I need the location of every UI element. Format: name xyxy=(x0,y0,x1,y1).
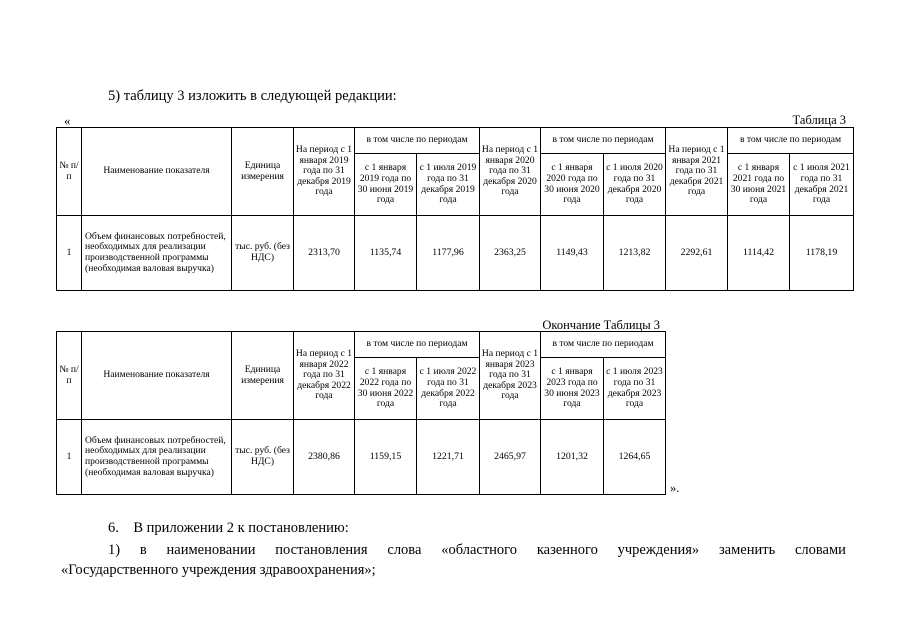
header-unit: Единица измерения xyxy=(232,128,294,216)
item-6-1-continuation: «Государственного учреждения здравоохранения»; xyxy=(61,562,376,578)
header-2019-h2: с 1 июля 2019 года по 31 декабря 2019 года xyxy=(417,154,480,216)
value-2020: 2363,25 xyxy=(480,216,541,291)
item-6-1-line xyxy=(108,542,846,559)
word: словами xyxy=(794,542,846,558)
item-6: 6. В приложении 2 к постановлению: xyxy=(108,520,349,536)
value-2022-h1: 1159,15 xyxy=(355,420,417,495)
value-2022: 2380,86 xyxy=(294,420,355,495)
word: «областного xyxy=(441,542,518,558)
word: казенного xyxy=(536,542,598,558)
value-2019-h1: 1135,74 xyxy=(355,216,417,291)
header-period-2021: На период с 1 января 2021 года по 31 декабря 2021 года xyxy=(666,128,728,216)
row-num: 1 xyxy=(57,216,82,291)
close-quote: ». xyxy=(670,481,680,495)
header-num: № п/п xyxy=(57,128,82,216)
header-2020-h2: с 1 июля 2020 года по 31 декабря 2020 года xyxy=(604,154,666,216)
value-2023-h1: 1201,32 xyxy=(541,420,604,495)
row-num: 1 xyxy=(57,420,82,495)
word: заменить xyxy=(718,542,776,558)
header-sub-2020: в том числе по периодам xyxy=(541,128,666,154)
value-2019-h2: 1177,96 xyxy=(417,216,480,291)
value-2021-h1: 1114,42 xyxy=(728,216,790,291)
value-2020-h1: 1149,43 xyxy=(541,216,604,291)
open-quote: « xyxy=(64,113,71,128)
value-2021: 2292,61 xyxy=(666,216,728,291)
row-unit: тыс. руб. (без НДС) xyxy=(232,216,294,291)
header-name: Наименование показателя xyxy=(82,128,232,216)
header-num: № п/п xyxy=(57,332,82,420)
header-2022-h1: с 1 января 2022 года по 30 июня 2022 года xyxy=(355,358,417,420)
row-name: Объем финансовых потребностей, необходимых для реализации производственной программы (необходимая валовая выручка) xyxy=(82,216,232,291)
row-unit: тыс. руб. (без НДС) xyxy=(232,420,294,495)
table-row xyxy=(57,420,666,495)
header-2023-h1: с 1 января 2023 года по 30 июня 2023 года xyxy=(541,358,604,420)
value-2023-h2: 1264,65 xyxy=(604,420,666,495)
header-sub-2019: в том числе по периодам xyxy=(355,128,480,154)
word: постановления xyxy=(275,542,368,558)
header-period-2020: На период с 1 января 2020 года по 31 декабря 2020 года xyxy=(480,128,541,216)
header-sub-2021: в том числе по периодам xyxy=(728,128,854,154)
table2-caption: Окончание Таблицы 3 xyxy=(542,318,660,332)
header-name: Наименование показателя xyxy=(82,332,232,420)
header-2021-h2: с 1 июля 2021 года по 31 декабря 2021 года xyxy=(790,154,854,216)
row-name: Объем финансовых потребностей, необходимых для реализации производственной программы (необходимая валовая выручка) xyxy=(82,420,232,495)
header-sub-2023: в том числе по периодам xyxy=(541,332,666,358)
header-period-2019: На период с 1 января 2019 года по 31 декабря 2019 года xyxy=(294,128,355,216)
value-2022-h2: 1221,71 xyxy=(417,420,480,495)
table-row xyxy=(57,216,854,291)
word: наименовании xyxy=(166,542,256,558)
word: в xyxy=(139,542,147,558)
header-period-2022: На период с 1 января 2022 года по 31 декабря 2022 года xyxy=(294,332,355,420)
word: 1) xyxy=(108,542,121,558)
header-2020-h1: с 1 января 2020 года по 30 июня 2020 года xyxy=(541,154,604,216)
table2 xyxy=(56,331,666,495)
header-2023-h2: с 1 июля 2023 года по 31 декабря 2023 года xyxy=(604,358,666,420)
header-2019-h1: с 1 января 2019 года по 30 июня 2019 года xyxy=(355,154,417,216)
value-2019: 2313,70 xyxy=(294,216,355,291)
word: слова xyxy=(387,542,422,558)
intro-text: 5) таблицу 3 изложить в следующей редакции: xyxy=(108,88,397,104)
value-2020-h2: 1213,82 xyxy=(604,216,666,291)
table1-caption: Таблица 3 xyxy=(792,113,846,127)
word: учреждения» xyxy=(617,542,700,558)
value-2023: 2465,97 xyxy=(480,420,541,495)
table1 xyxy=(56,127,854,291)
header-period-2023: На период с 1 января 2023 года по 31 декабря 2023 года xyxy=(480,332,541,420)
value-2021-h2: 1178,19 xyxy=(790,216,854,291)
header-unit: Единица измерения xyxy=(232,332,294,420)
header-2021-h1: с 1 января 2021 года по 30 июня 2021 года xyxy=(728,154,790,216)
header-2022-h2: с 1 июля 2022 года по 31 декабря 2022 года xyxy=(417,358,480,420)
header-sub-2022: в том числе по периодам xyxy=(355,332,480,358)
